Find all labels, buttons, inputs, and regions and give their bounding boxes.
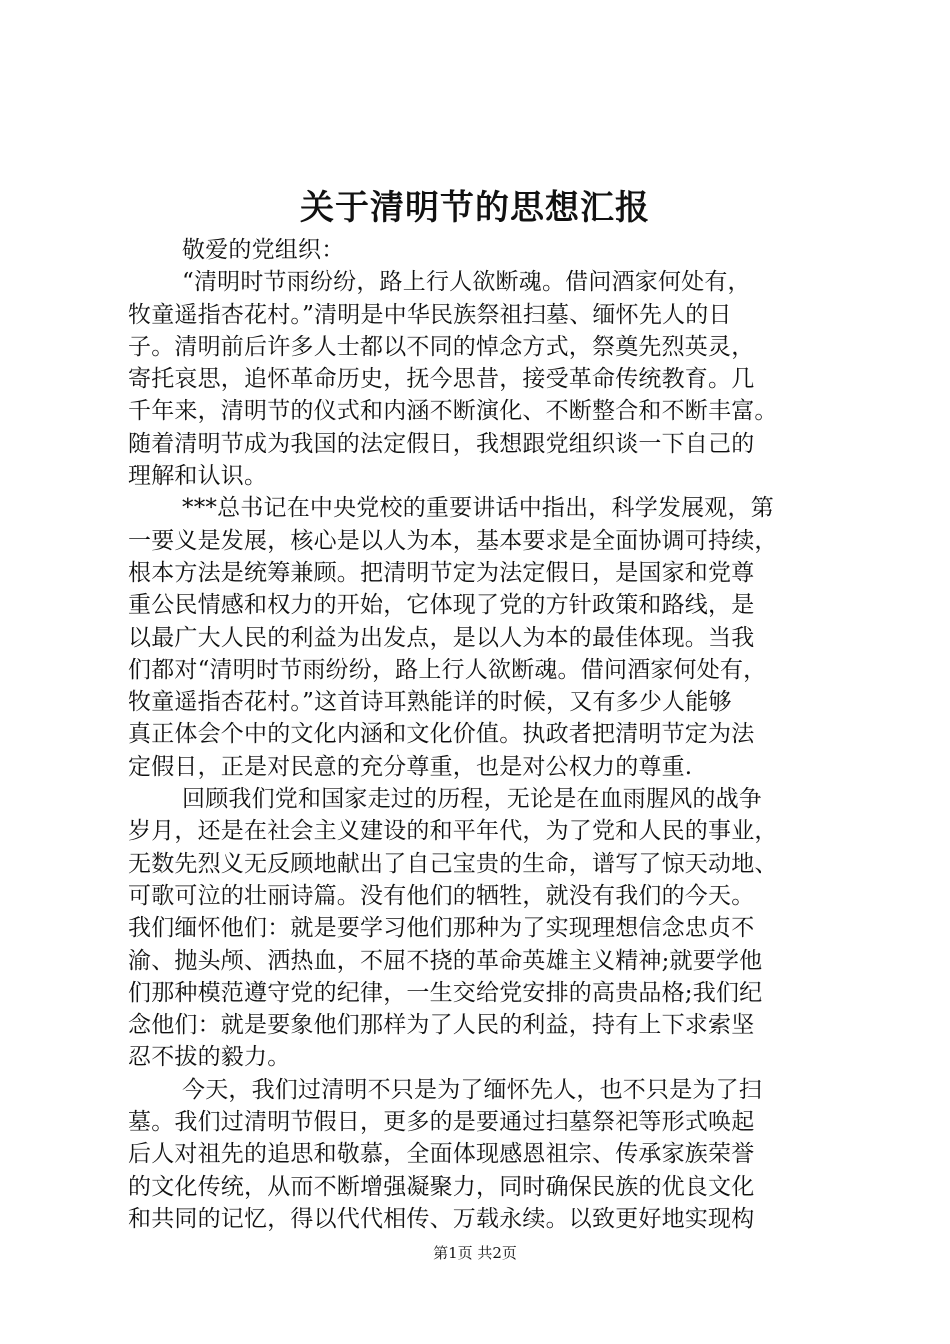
- text-line: 定假日，正是对民意的充分尊重，也是对公权力的尊重.: [128, 753, 693, 780]
- text-line: 真正体会个中的文化内涵和文化价值。执政者把清明节定为法: [128, 721, 755, 748]
- text-line: 我们缅怀他们：就是要学习他们那种为了实现理想信念忠贞不: [128, 915, 755, 942]
- page-number: 第1页 共2页: [433, 1244, 517, 1262]
- text-line: 忍不拔的毅力。: [128, 1044, 291, 1071]
- text-line: 岁月，还是在社会主义建设的和平年代，为了党和人民的事业，: [128, 818, 778, 845]
- page-title: 关于清明节的思想汇报: [300, 188, 650, 228]
- text-line: 根本方法是统筹兼顾。把清明节定为法定假日，是国家和党尊: [128, 559, 755, 586]
- text-line: “清明时节雨纷纷，路上行人欲断魂。借问酒家何处有，: [182, 269, 751, 296]
- text-line: 无数先烈义无反顾地献出了自己宝贵的生命，谱写了惊天动地、: [128, 850, 778, 877]
- text-line: 的文化传统，从而不断增强凝聚力，同时确保民族的优良文化: [128, 1173, 755, 1200]
- text-line: 渝、抛头颅、洒热血，不屈不挠的革命英雄主义精神;就要学他: [128, 947, 763, 974]
- text-line: 牧童遥指杏花村。”清明是中华民族祭祖扫墓、缅怀先人的日: [128, 301, 732, 328]
- text-line: 子。清明前后许多人士都以不同的悼念方式，祭奠先烈英灵，: [128, 333, 755, 360]
- text-line: 念他们：就是要象他们那样为了人民的利益，持有上下求索坚: [128, 1012, 755, 1039]
- text-line: 牧童遥指杏花村。”这首诗耳熟能详的时候，又有多少人能够: [128, 689, 732, 716]
- text-line: 们那种模范遵守党的纪律，一生交给党安排的高贵品格;我们纪: [128, 979, 763, 1006]
- text-line: 寄托哀思，追怀革命历史，抚今思昔，接受革命传统教育。几: [128, 366, 755, 393]
- text-line: ***总书记在中央党校的重要讲话中指出，科学发展观，第: [182, 495, 774, 522]
- text-line: 墓。我们过清明节假日，更多的是要通过扫墓祭祀等形式唤起: [128, 1109, 755, 1136]
- text-line: 随着清明节成为我国的法定假日，我想跟党组织谈一下自己的: [128, 430, 755, 457]
- text-line: 今天，我们过清明不只是为了缅怀先人，也不只是为了扫: [182, 1076, 762, 1103]
- text-line: 和共同的记忆，得以代代相传、万载永续。以致更好地实现构: [128, 1205, 755, 1232]
- text-line: 以最广大人民的利益为出发点，是以人为本的最佳体现。当我: [128, 624, 755, 651]
- text-line: 回顾我们党和国家走过的历程，无论是在血雨腥风的战争: [182, 786, 762, 813]
- text-line: 一要义是发展，核心是以人为本，基本要求是全面协调可持续，: [128, 527, 778, 554]
- text-line: 们都对“清明时节雨纷纷，路上行人欲断魂。借问酒家何处有，: [128, 656, 767, 683]
- text-line: 后人对祖先的追思和敬慕，全面体现感恩祖宗、传承家族荣誉: [128, 1141, 755, 1168]
- text-line: 千年来，清明节的仪式和内涵不断演化、不断整合和不断丰富。: [128, 398, 778, 425]
- salutation-line: 敬爱的党组织：: [182, 237, 345, 263]
- text-line: 理解和认识。: [128, 463, 268, 490]
- text-line: 可歌可泣的壮丽诗篇。没有他们的牺牲，就没有我们的今天。: [128, 882, 755, 909]
- text-line: 重公民情感和权力的开始，它体现了党的方针政策和路线，是: [128, 592, 755, 619]
- document-body: [128, 234, 848, 1235]
